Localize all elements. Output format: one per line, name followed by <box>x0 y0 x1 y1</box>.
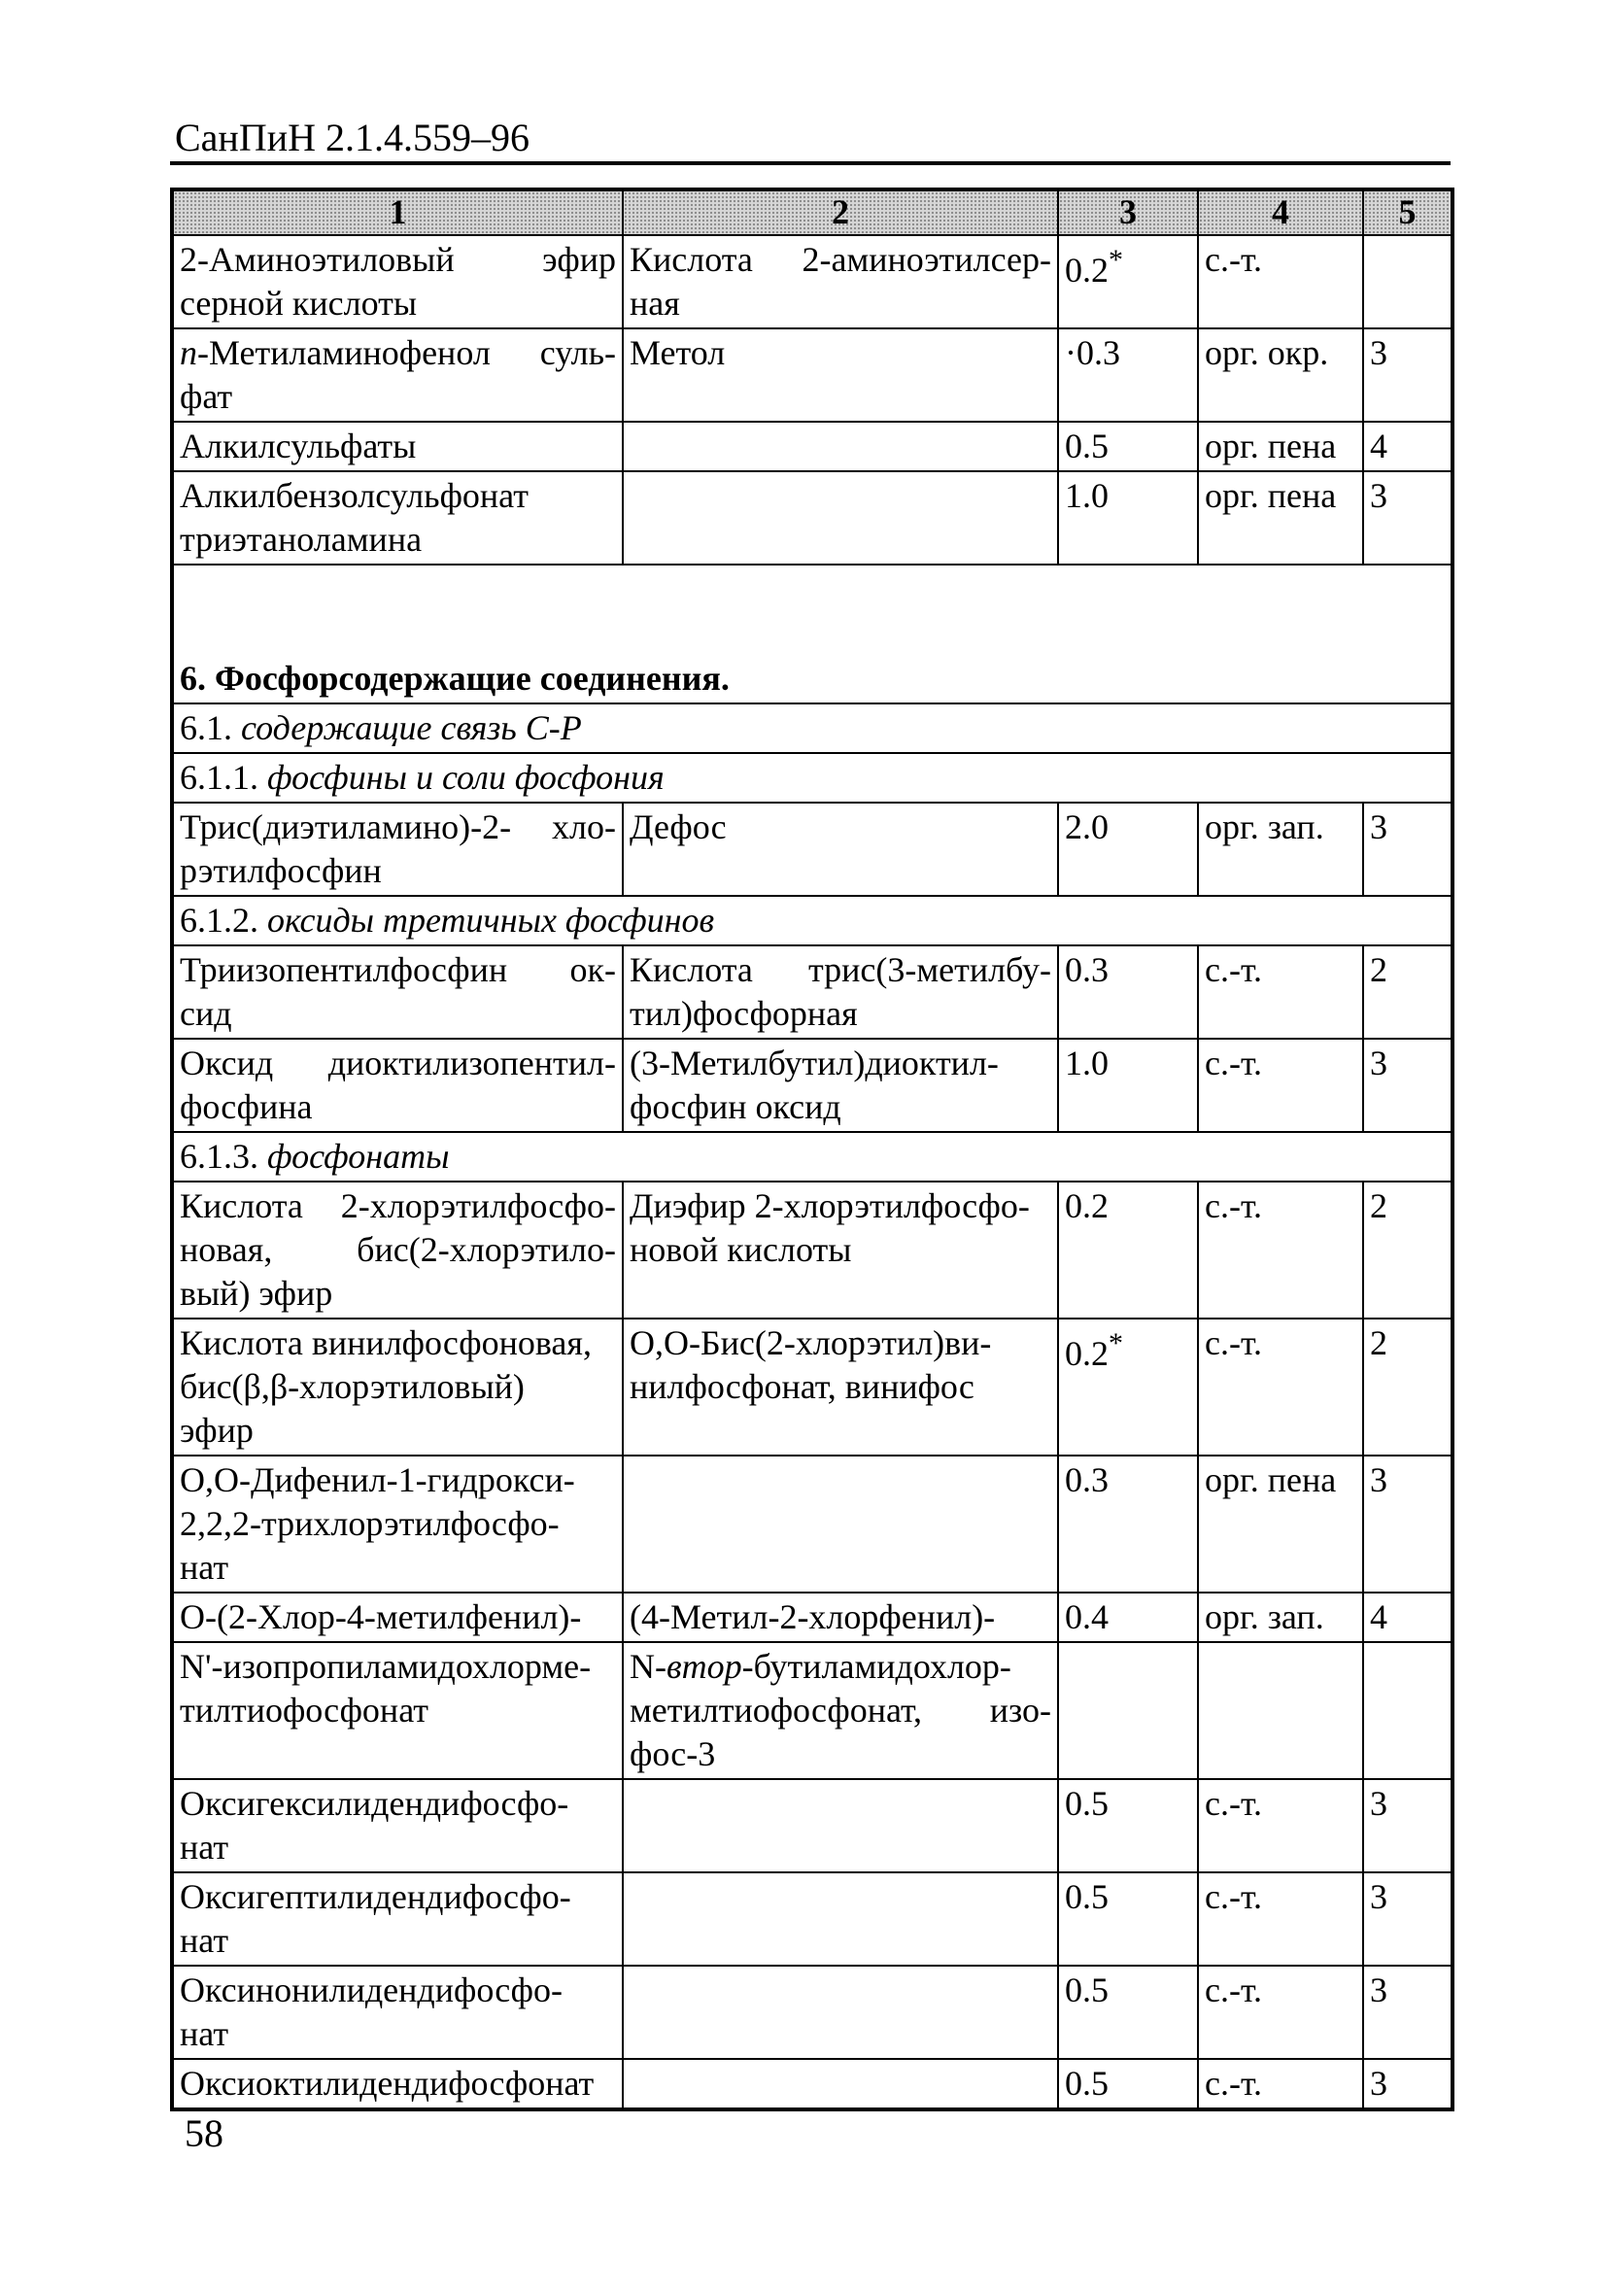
name-line: Оксинонилидендифосфо- <box>180 1970 563 2009</box>
substance-name <box>172 1456 623 1593</box>
substance-name: О-(2-Хлор-4-метилфенил)- <box>172 1593 623 1642</box>
hazard-class: 3 <box>1363 1456 1452 1593</box>
table-row <box>172 422 1452 471</box>
name-line: нат <box>180 1828 229 1867</box>
hazard-class: 2 <box>1363 945 1452 1039</box>
name-line <box>180 331 616 375</box>
substance-name: Оксиоктилидендифосфонат <box>172 2059 623 2109</box>
hazard-class: 3 <box>1363 2059 1452 2109</box>
mac-value: 0.3 <box>1058 945 1198 1039</box>
name-line: Оксигептилидендифосфо- <box>180 1877 571 1916</box>
subsection-row <box>172 753 1452 803</box>
name-rest: -Метиламинофенол суль- <box>197 333 616 372</box>
name-line: Оксигексилидендифосфо- <box>180 1784 569 1823</box>
header-rule <box>170 161 1451 165</box>
mac-value: 0.5 <box>1058 1966 1198 2059</box>
synonym-line: (3-Метилбутил)диоктил- <box>630 1044 999 1082</box>
mac-value: 1.0 <box>1058 471 1198 565</box>
hazard-class <box>1363 1642 1452 1779</box>
name-line: Трис(диэтиламино)-2- хло- <box>180 807 616 846</box>
name-line: вый) эфир <box>180 1274 333 1313</box>
mac-value <box>1058 1642 1198 1779</box>
hazard-class: 3 <box>1363 803 1452 896</box>
subsection-number: 6.1.3. <box>180 1137 258 1176</box>
subsection-title: фосфонаты <box>267 1137 450 1176</box>
name-line: Триизопентилфосфин ок- <box>180 950 616 989</box>
mac-value: 2.0 <box>1058 803 1198 896</box>
synonym-line: Диэфир 2-хлорэтилфосфо- <box>630 1186 1030 1225</box>
synonym <box>623 1182 1058 1319</box>
name-line: новая, бис(2-хлорэтило- <box>180 1230 616 1269</box>
subsection-title: оксиды третичных фосфинов <box>267 901 715 940</box>
hazard-class: 3 <box>1363 1039 1452 1132</box>
subsection-number: 6.1. <box>180 708 232 747</box>
section-heading: 6. Фосфорсодержащие соединения. <box>172 655 1452 703</box>
synonym: Дефос <box>623 803 1058 896</box>
table-row <box>172 328 1452 422</box>
hazard-indicator: орг. окр. <box>1198 328 1363 422</box>
name-line: эфир <box>180 1411 254 1450</box>
mac-number: 0.2 <box>1065 1334 1109 1373</box>
substance-name <box>172 1319 623 1456</box>
substance-table <box>170 188 1454 2111</box>
mac-value: 0.2 <box>1058 1182 1198 1319</box>
hazard-class: 3 <box>1363 1966 1452 2059</box>
hazard-class <box>1363 235 1452 328</box>
substance-name <box>172 945 623 1039</box>
subsection-row <box>172 896 1452 945</box>
synonym-line <box>630 1645 1051 1689</box>
hazard-class: 2 <box>1363 1182 1452 1319</box>
synonym <box>623 1039 1058 1132</box>
hazard-indicator: с.-т. <box>1198 235 1363 328</box>
mac-value: ·0.3 <box>1058 328 1198 422</box>
synonym <box>623 235 1058 328</box>
name-line: нат <box>180 2014 229 2053</box>
table-row <box>172 2059 1452 2109</box>
col-header-2: 2 <box>623 189 1058 235</box>
page-number: 58 <box>185 2111 223 2155</box>
hazard-indicator: с.-т. <box>1198 1872 1363 1966</box>
col-header-1: 1 <box>172 189 623 235</box>
mac-value: 0.5 <box>1058 1779 1198 1872</box>
name-line: 2-Аминоэтиловый эфир <box>180 240 616 279</box>
name-line: триэтаноламина <box>180 520 423 559</box>
hazard-indicator: с.-т. <box>1198 1319 1363 1456</box>
synonym: Метол <box>623 328 1058 422</box>
table-row <box>172 1593 1452 1642</box>
name-line: рэтилфосфин <box>180 851 382 890</box>
substance-name <box>172 235 623 328</box>
substance-name <box>172 1642 623 1779</box>
table-row <box>172 235 1452 328</box>
hazard-class: 2 <box>1363 1319 1452 1456</box>
synonym-line: нилфосфонат, винифос <box>630 1367 974 1406</box>
prefix-italic: n <box>180 333 197 372</box>
name-line: фосфина <box>180 1087 313 1126</box>
document-header: СанПиН 2.1.4.559–96 <box>175 116 530 159</box>
substance-name <box>172 803 623 896</box>
synonym-line: Кислота 2-аминоэтилсер- <box>630 240 1051 279</box>
substance-name: Алкилсульфаты <box>172 422 623 471</box>
hazard-class: 4 <box>1363 1593 1452 1642</box>
hazard-indicator: орг. пена <box>1198 422 1363 471</box>
hazard-indicator: с.-т. <box>1198 2059 1363 2109</box>
synonym <box>623 1456 1058 1593</box>
hazard-class: 4 <box>1363 422 1452 471</box>
name-line: О,О-Дифенил-1-гидрокси- <box>180 1460 575 1499</box>
subsection-heading <box>172 896 1452 945</box>
hazard-indicator: орг. зап. <box>1198 803 1363 896</box>
name-line: N'-изопропиламидохлорме- <box>180 1647 592 1686</box>
table-row <box>172 803 1452 896</box>
name-line: нат <box>180 1921 229 1960</box>
synonym <box>623 422 1058 471</box>
subsection-number: 6.1.2. <box>180 901 258 940</box>
synonym-part: -бутиламидохлор- <box>741 1647 1011 1686</box>
synonym-line: новой кислоты <box>630 1230 852 1269</box>
table-row <box>172 1872 1452 1966</box>
table-row <box>172 1966 1452 2059</box>
synonym <box>623 2059 1058 2109</box>
synonym <box>623 1966 1058 2059</box>
hazard-indicator: с.-т. <box>1198 945 1363 1039</box>
col-header-3: 3 <box>1058 189 1198 235</box>
hazard-indicator: с.-т. <box>1198 1039 1363 1132</box>
synonym-line: метилтиофосфонат, изо- <box>630 1691 1051 1730</box>
hazard-indicator: орг. пена <box>1198 471 1363 565</box>
hazard-class: 3 <box>1363 471 1452 565</box>
synonym-line: О,О-Бис(2-хлорэтил)ви- <box>630 1323 992 1362</box>
substance-name <box>172 1779 623 1872</box>
name-line: Кислота винилфосфоновая, <box>180 1323 592 1362</box>
subsection-heading <box>172 753 1452 803</box>
spacer-cell <box>172 565 1452 655</box>
subsection-row <box>172 703 1452 753</box>
subsection-row <box>172 1132 1452 1182</box>
synonym <box>623 945 1058 1039</box>
synonym-italic: втор <box>666 1647 742 1686</box>
name-line: Оксид диоктилизопентил- <box>180 1044 616 1082</box>
hazard-indicator: орг. пена <box>1198 1456 1363 1593</box>
name-line: Кислота 2-хлорэтилфосфо- <box>180 1186 616 1225</box>
mac-value: 0.5 <box>1058 422 1198 471</box>
mac-value: 0.5 <box>1058 1872 1198 1966</box>
table-row <box>172 1039 1452 1132</box>
synonym <box>623 1319 1058 1456</box>
subsection-heading <box>172 1132 1452 1182</box>
hazard-class: 3 <box>1363 1872 1452 1966</box>
mac-number: 0.2 <box>1065 251 1109 290</box>
table-row <box>172 1456 1452 1593</box>
table-row <box>172 1779 1452 1872</box>
hazard-class: 3 <box>1363 1779 1452 1872</box>
hazard-indicator: с.-т. <box>1198 1779 1363 1872</box>
substance-name <box>172 471 623 565</box>
subsection-number: 6.1.1. <box>180 758 258 797</box>
substance-name <box>172 328 623 422</box>
substance-name <box>172 1966 623 2059</box>
col-header-5: 5 <box>1363 189 1452 235</box>
name-line: сид <box>180 994 232 1033</box>
name-line: фат <box>180 377 233 416</box>
hazard-indicator: с.-т. <box>1198 1182 1363 1319</box>
footnote-mark: * <box>1109 1327 1123 1359</box>
synonym: (4-Метил-2-хлорфенил)- <box>623 1593 1058 1642</box>
hazard-indicator <box>1198 1642 1363 1779</box>
mac-value: 0.3 <box>1058 1456 1198 1593</box>
name-line: серной кислоты <box>180 284 418 323</box>
section-heading-row <box>172 655 1452 703</box>
name-line: бис(β,β-хлорэтиловый) <box>180 1367 525 1406</box>
synonym <box>623 471 1058 565</box>
synonym-line: тил)фосфорная <box>630 994 858 1033</box>
footnote-mark: * <box>1109 244 1123 276</box>
subsection-heading <box>172 703 1452 753</box>
synonym <box>623 1779 1058 1872</box>
table-row <box>172 1182 1452 1319</box>
mac-value: 0.5 <box>1058 2059 1198 2109</box>
table-header-row <box>172 189 1452 235</box>
mac-value: 1.0 <box>1058 1039 1198 1132</box>
synonym <box>623 1872 1058 1966</box>
hazard-indicator: орг. зап. <box>1198 1593 1363 1642</box>
synonym-part: N- <box>630 1647 666 1686</box>
hazard-class: 3 <box>1363 328 1452 422</box>
mac-value: 0.4 <box>1058 1593 1198 1642</box>
table-row <box>172 1319 1452 1456</box>
name-line: нат <box>180 1548 229 1587</box>
name-line: Алкилбензолсульфонат <box>180 476 529 515</box>
hazard-indicator: с.-т. <box>1198 1966 1363 2059</box>
substance-name <box>172 1872 623 1966</box>
table-row <box>172 945 1452 1039</box>
subsection-title: содержащие связь С-Р <box>241 708 582 747</box>
synonym <box>623 1642 1058 1779</box>
name-line: тилтиофосфонат <box>180 1691 428 1730</box>
synonym-line: фос-3 <box>630 1734 716 1773</box>
section-spacer <box>172 565 1452 655</box>
subsection-title: фосфины и соли фосфония <box>267 758 665 797</box>
synonym-line: Кислота трис(3-метилбу- <box>630 950 1051 989</box>
table-row <box>172 471 1452 565</box>
col-header-4: 4 <box>1198 189 1363 235</box>
synonym-line: ная <box>630 284 680 323</box>
name-line: 2,2,2-трихлорэтилфосфо- <box>180 1504 560 1543</box>
substance-name <box>172 1039 623 1132</box>
mac-value <box>1058 235 1198 328</box>
mac-value <box>1058 1319 1198 1456</box>
substance-name <box>172 1182 623 1319</box>
table-row <box>172 1642 1452 1779</box>
synonym-line: фосфин оксид <box>630 1087 841 1126</box>
